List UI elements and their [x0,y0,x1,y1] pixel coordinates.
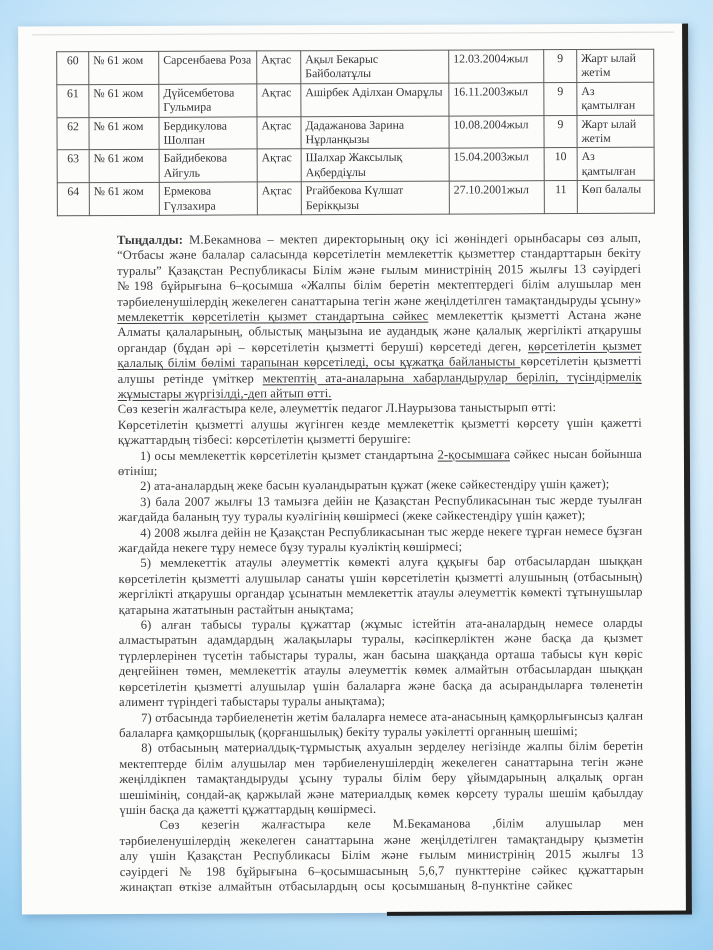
paragraph-text [119,708,643,740]
cell-row-number: 64 [57,183,89,216]
text-run: 1) осы мемлекеттік көрсетілетін қызмет стандартына [139,447,438,463]
cell-parent-name: Байдибекова Айгуль [159,149,257,182]
text-run: 6) алған табысы туралы құжаттар (жұмыс істейтін ата-аналардың немесе оларды алмастыратын адамдардың жалақылары туралы, кәсіпкерліктен және басқа да қызмет түрлерлерінен түсетін табыстары туралы, жан басына шаққанда орташа табысы күн көріс деңгейінен төмен, мемлекеттік атаулы әлеуметтік көмек алмайтын отбасылардан шыққан көрсетілетін қызметті алушылар үшін балаларға және басқа да асырандыларға төленетін алимент түріндегі табыстары туралы анықтама); [118,615,643,710]
paragraph-text [119,616,643,709]
paragraph [118,493,642,526]
cell-child-name: Ақыл Бекарыс Байболатұлы [301,50,449,83]
text-run: Сөз кезегін жалғастыра келе, әлеуметтік педагог Л.Наурызова таныстырып өтті: [117,400,557,417]
paragraph [119,739,643,818]
cell-grade: 11 [544,181,577,214]
students-table [56,49,655,217]
paragraph-text [118,416,642,448]
cell-row-number: 62 [57,117,89,150]
text-run: 2) ата-аналардың жеке басын куәландыратын құжат (жеке сәйкестендіру үшін қажет); [140,477,610,494]
text-run: 7) отбасында тәрбиеленетін жетім балаларға немесе ата-анасының қамқорлығынсыз қалған балаларға қамқоршылық (қорғаншылық) бекіту туралы уәкілетті органның шешімі; [119,708,644,740]
text-run: Тыңдалды: [116,232,184,247]
paragraph [117,231,642,403]
cell-school: № 61 жом [89,182,159,215]
text-run: мемлекеттік қызметті Астана және Алматы қалаларының, облыстық маңызына ие аудандық және қалалық жергілікті атқарушы органдар (бұдан әрі – көрсетілетін қызметті беруші) көрсетеді деген, [117,307,642,355]
paragraph [118,446,642,479]
text-run: сәйкес нысан бойынша өтініш; [117,446,642,479]
scan-artifact-line [32,32,674,36]
cell-parent-name: Бердикулова Шолпан [159,116,257,149]
cell-row-number: 63 [57,150,89,183]
cell-category: Аз қамтылған [577,148,654,181]
cell-school: № 61 жом [89,84,159,117]
students-table-body [57,49,655,216]
cell-child-name: Ргайбекова Күлшат Берікқызы [301,181,449,214]
table-row [57,115,654,150]
paragraph [119,708,643,741]
cell-settlement: Ақтас [257,51,301,84]
cell-parent-name: Ермекова Гүлзахира [159,182,257,215]
underlined-text: мемлекеттік көрсетілетін қызмет стандартына сәйкес [117,308,429,324]
paragraph [118,523,642,556]
paragraph [118,554,642,618]
cell-child-name: Дадажанова Зарина Нұрланқызы [301,116,449,149]
cell-category: Аз қамтылған [577,82,654,115]
cell-birthdate: 10.08.2004жыл [449,115,544,148]
underlined-text: 2-қосымшаға [437,446,511,462]
cell-grade: 9 [544,82,577,115]
cell-school: № 61 жом [89,117,159,150]
cell-child-name: Шалхар Жаксылық Ақбердіұлы [301,148,449,181]
text-run: көрсетілетін қызметті алушы ретінде үміткер [117,353,642,386]
cell-row-number: 61 [57,84,89,117]
cell-birthdate: 27.10.2001жыл [449,181,544,214]
cell-grade: 10 [544,148,577,181]
cell-parent-name: Сарсенбаева Роза [159,51,257,84]
cell-settlement: Ақтас [257,182,301,215]
cell-school: № 61 жом [89,51,159,84]
cell-child-name: Ашірбек Аділхан Омарұлы [301,83,449,116]
paragraph-text [118,400,556,416]
table-row [57,180,654,215]
cell-grade: 9 [544,50,577,83]
text-run: 5) мемлекеттік атаулы әлеуметтік көмекті алуға құқығы бар отбасылардан шыққан көрсетілетін қызметті алушылар санаты үшін көрсетілетін қызметті алушының (отбасының) жергілікті атқарушы органдар ұсынатын мемлекеттік атаулы әлеуметтік көмекті тұтынушылар қатарына жататынын растайтын анықтама; [118,554,643,617]
paragraph [119,616,643,711]
text-run: 4) 2008 жылға дейін не Қазақстан Республикасынан тыс жерде некеге тұрған немесе бұзған жағдайда некеге тұру немесе бұзу туралы куәліктің көшірмесі; [118,523,643,556]
cell-settlement: Ақтас [257,84,301,117]
paragraph-text [119,739,643,817]
cell-category: Жарт ылай жетім [577,49,654,82]
paragraph-text [140,477,609,493]
table-row [57,148,654,183]
cell-category: Көп балалы [577,180,654,213]
text-run: Көрсетілетін қызметті алушы жүгінген кезде мемлекеттік қызметті көрсету үшін қажетті құжаттардың тізбесі: көрсетілетін қызметті берушіге: [117,415,642,448]
paragraph-text [120,816,644,894]
table-row [57,82,654,117]
scanned-document-page [18,24,692,915]
underlined-text: мектептің ата-аналарына хабарландырулар беріліп, түсіндірмелік жұмыстары жүргізілді,-деп айтып өтті. [117,369,642,402]
paragraph-text [118,554,642,617]
cell-grade: 9 [544,115,577,148]
text-run: М.Бекамнова – мектеп директорының оқу ісі жөніндегі орынбасары сөз алып, “Отбасы және балалар саласында көрсетілетін мемлекеттік қызметтер стандарттарын бекіту туралы” Қазақстан Республикасы Білім және ғылым министрінің 2015 жылғы 13 сәуірдегі №198 бұйрығына 6–қосымша «Жалпы білім беретін мектептердегі білім алушылар мен тәрбиеленушілердің жекелеген санаттарына тегін және жеңілдетілген тамақтандыруды ұсыну» [117,230,642,309]
cell-parent-name: Дүйсембетова Гульмира [159,84,257,117]
document-body [117,231,644,896]
paragraph-text [118,493,642,525]
paragraph [120,816,644,895]
cell-birthdate: 12.03.2004жыл [449,50,544,83]
cell-school: № 61 жом [89,150,159,183]
underlined-text: көрсетілетін қызмет қалалық білім бөлімі тарапынан көрсетіледі, осы құжатқа байланысты [117,338,642,371]
cell-birthdate: 16.11.2003жыл [449,82,544,115]
paragraph-text [117,231,642,401]
paragraph-text [118,446,642,478]
cell-row-number: 60 [57,52,89,85]
paragraph [118,416,642,449]
cell-settlement: Ақтас [257,116,301,149]
text-run: 3) бала 2007 жылғы 13 тамызға дейін не Қазақстан Республикасынан тыс жерде туылған жағдайда баланың туу туралы куәлігінің көшірмесі (жеке сәйкестендіру үшін қажет); [118,492,643,525]
cell-settlement: Ақтас [257,149,301,182]
text-run: Сөз кезегін жалғастыра келе М.Бекаманова ,білім алушылар мен тәрбиеленушілердің жекелеген санаттарына және жеңілдетілген тамақтандыру қызметін алу үшін Қазақстан Республикасы Білім және ғылым министрінің 2015 жылғы 13 сәуірдегі № 198 бұйрығына 6–қосымшасының 5,6,7 пункттеріне сәйкес құжаттарын жинақтап өткізе алмайтын отбасылардың осы қосымшаның 8-пунктіне сәйкес [119,816,644,894]
paragraph-text [118,523,642,555]
cell-birthdate: 15.04.2003жыл [449,148,544,181]
table-row [57,49,654,84]
cell-category: Жарт ылай жетім [577,115,654,148]
text-run: 8) отбасының материалдық-тұрмыстық ахуалын зерделеу негізінде жалпы білім беретін мектептерде білім алушылар мен тәрбиеленушілердің жекелеген санаттарына тегін және жеңілдікпен тамақтандыруды ұсыну туралы білім беру ұйымдарының алқалық орган шешімінің, сондай-ақ қаржылай және материалдық көмек көрсету туралы шешім қабылдау үшін басқа да қажетті құжаттардың көшірмесі. [119,739,644,817]
